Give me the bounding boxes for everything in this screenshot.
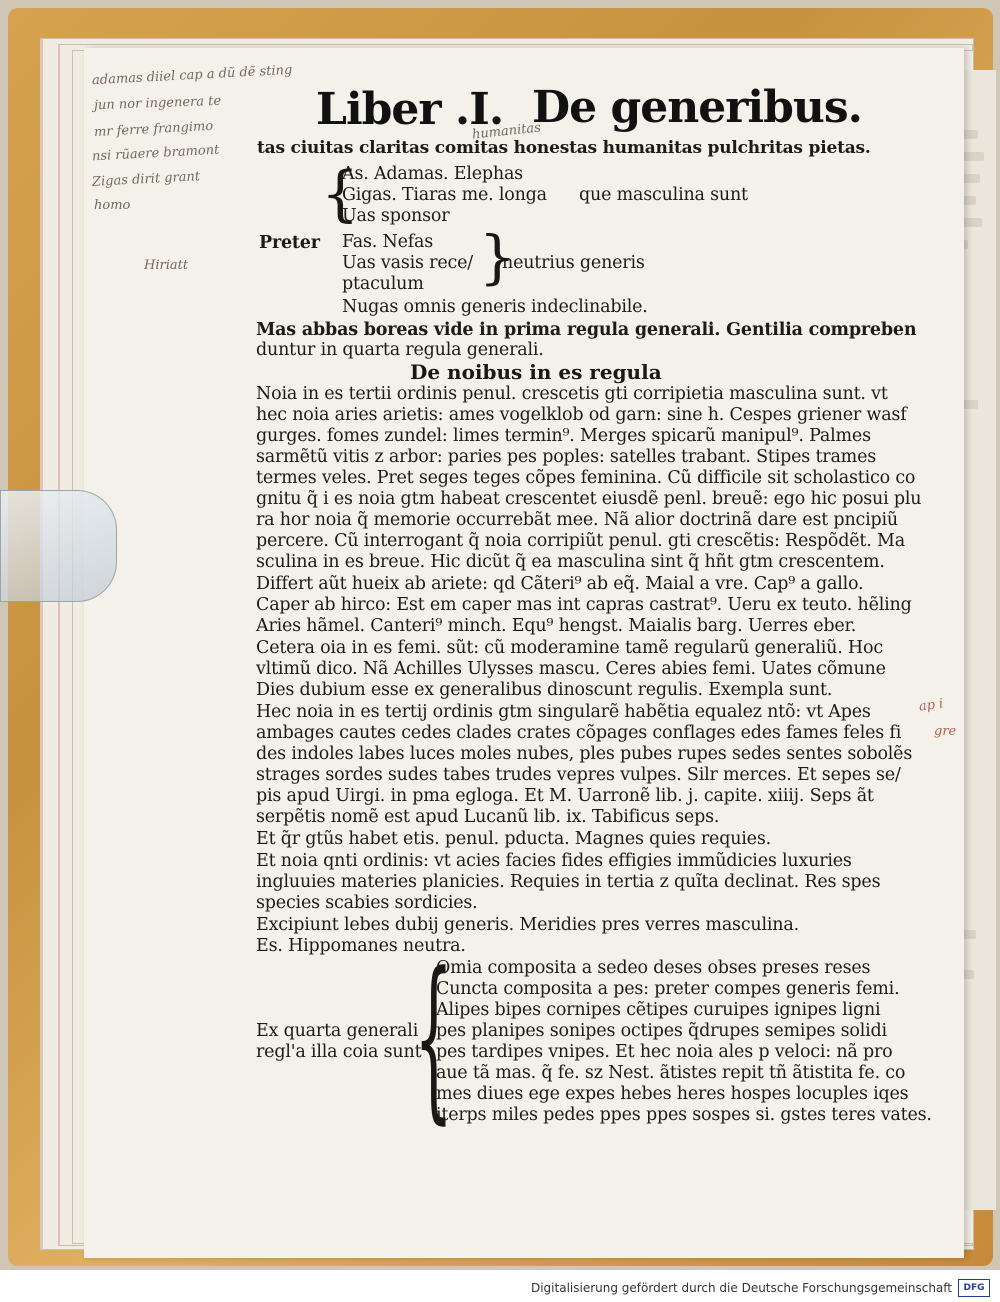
marginal-note: Zigas dirit grant bbox=[91, 169, 201, 190]
paragraph-line: pis apud Uirgi. in pma egloga. Et M. Uarronẽ lib. j. capite. xiiij. Seps ãt bbox=[256, 786, 874, 806]
paragraph-line: Aries hãmel. Canteri⁹ minch. Equ⁹ hengst. Maialis barg. Uerres eber. bbox=[256, 616, 857, 636]
paragraph-line: des indoles labes luces moles nubes, ples pubes rupes sedes sentes sobolẽs bbox=[256, 744, 913, 764]
paragraph-line: Hec noia in es tertij ordinis gtm singularẽ habẽtia equalez ntõ: vt Apes bbox=[256, 702, 871, 722]
header-book-number: Liber .I. bbox=[316, 84, 504, 135]
page-clip bbox=[0, 490, 117, 602]
bracket: { bbox=[321, 159, 360, 229]
list-item: Uas vasis rece/ bbox=[342, 253, 473, 273]
page-leaf bbox=[84, 48, 964, 1258]
paragraph-line: gurges. fomes zundel: limes termin⁹. Merges spicarũ manipul⁹. Palmes bbox=[256, 426, 871, 446]
paragraph-line: Mas abbas boreas vide in prima regula generali. Gentilia compreben bbox=[256, 320, 917, 340]
marginal-note: adamas diiel cap a dũ dẽ sting bbox=[91, 62, 293, 89]
footer-credit: Digitalisierung gefördert durch die Deutsche Forschungsgemeinschaft bbox=[530, 1281, 952, 1295]
paragraph-line: Cetera oia in es femi. sũt: cũ moderamine tamẽ regularũ generaliũ. Hoc bbox=[256, 638, 883, 658]
marginal-note: humanitas bbox=[471, 120, 542, 143]
marginal-note-red: ap i bbox=[918, 696, 945, 715]
marginal-note: mr ferre frangimo bbox=[93, 118, 214, 141]
paragraph-line: sculina in es breue. Hic dicũt q̃ ea masculina sint q̃ hñt gtm crescentem. bbox=[256, 552, 885, 572]
text-line: tas ciuitas claritas comitas honestas humanitas pulchritas pietas. bbox=[257, 138, 871, 158]
paragraph-line: species scabies sordicies. bbox=[256, 893, 478, 913]
marginal-note: jun nor ingenera te bbox=[93, 93, 222, 114]
paragraph-line: hec noia aries arietis: ames vogelklob od garn: sine h. Cespes griener wasf bbox=[256, 405, 907, 425]
list-label: que masculina sunt bbox=[579, 185, 748, 205]
list-item: ptaculum bbox=[342, 274, 424, 294]
paragraph-line: gnitu q̃ i es noia gtm habeat crescentet eiusdẽ penl. breuẽ: ego hic posui plu bbox=[256, 489, 922, 509]
rule-line: Alipes bipes cornipes cẽtipes curuipes ignipes ligni bbox=[436, 1000, 881, 1020]
marginal-note: Hiriatt bbox=[144, 258, 189, 273]
paragraph-line: Dies dubium esse ex generalibus dinoscunt regulis. Exempla sunt. bbox=[256, 680, 833, 700]
footer-bar bbox=[0, 1272, 1000, 1302]
rule-line: iterps miles pedes ppes ppes sospes si. gstes teres vates. bbox=[436, 1105, 932, 1125]
paragraph-line: percere. Cũ interrogant q̃ noia corripiũt penul. gti crescẽtis: Respõdẽt. Ma bbox=[256, 531, 905, 551]
section-heading: De noibus in es regula bbox=[410, 360, 662, 384]
paragraph-line: Excipiunt lebes dubij generis. Meridies pres verres masculina. bbox=[256, 915, 799, 935]
paragraph-line: duntur in quarta regula generali. bbox=[256, 340, 544, 360]
marginal-note-red: gre bbox=[934, 724, 957, 739]
rule-line: pes tardipes vnipes. Et hec noia ales p veloci: nã pro bbox=[436, 1042, 893, 1062]
paragraph-line: vltimũ dico. Nã Achilles Ulysses mascu. Ceres abies femi. Uates cõmune bbox=[256, 659, 886, 679]
marginal-note: homo bbox=[94, 198, 131, 213]
paragraph-line: ambages cautes cedes clades crates cõpages conflages edes fames feles fi bbox=[256, 723, 902, 743]
paragraph-line: ra hor noia q̃ memorie occurrebãt mee. Nã alior doctrinã dare est pncipiũ bbox=[256, 510, 898, 530]
paragraph-line: Differt aũt hueix ab ariete: qd Cãteri⁹ ab eq̃. Maial a vre. Cap⁹ a gallo. bbox=[256, 574, 864, 594]
rule-line: pes planipes sonipes octipes q̃drupes semipes solidi bbox=[436, 1021, 887, 1041]
paragraph-line: Es. Hippomanes neutra. bbox=[256, 936, 466, 956]
rule-label: Ex quarta generali bbox=[256, 1021, 419, 1041]
paragraph-line: Caper ab hirco: Est em caper mas int capras castrat⁹. Ueru ex teuto. hẽling bbox=[256, 595, 912, 615]
list-label: neutrius generis bbox=[502, 253, 645, 273]
header-title: De generibus. bbox=[532, 82, 862, 133]
list-item: Fas. Nefas bbox=[342, 232, 434, 252]
paragraph-line: Noia in es tertii ordinis penul. crescetis gti corripietia masculina sunt. vt bbox=[256, 384, 888, 404]
list-item: Gigas. Tiaras me. longa bbox=[342, 185, 547, 205]
rule-line: mes diues ege expes hebes heres hospes locuples iqes bbox=[436, 1084, 909, 1104]
list-item: Uas sponsor bbox=[342, 206, 450, 226]
paragraph-line: ingluuies materies planicies. Requies in tertia z quĩta declinat. Res spes bbox=[256, 872, 881, 892]
rule-label: regl'a illa coia sunt bbox=[256, 1042, 422, 1062]
rule-line: aue tã mas. q̃ fe. sz Nest. ãtistes repit tñ ãtistita fe. co bbox=[436, 1063, 906, 1083]
bracket: } bbox=[479, 223, 516, 291]
paragraph-line: Et noia qnti ordinis: vt acies facies fides effigies immũdicies luxuries bbox=[256, 851, 852, 871]
rule-line: Omia composita a sedeo deses obses preses reses bbox=[436, 958, 871, 978]
paragraph-line: sarmẽtũ vitis z arbor: paries pes poples: satelles trabant. Stipes trames bbox=[256, 447, 877, 467]
paragraph-line: Et q̃r gtũs habet etis. penul. pducta. Magnes quies requies. bbox=[256, 829, 771, 849]
paragraph-line: serpẽtis nomẽ est apud Lucanũ lib. ix. Tabificus seps. bbox=[256, 807, 720, 827]
paragraph-line: strages sordes sudes tabes trudes vepres vulpes. Silr merces. Et sepes se/ bbox=[256, 765, 901, 785]
marginal-note: nsi rũaere bramont bbox=[91, 142, 220, 165]
paragraph-line: termes veles. Pret seges teges cõpes feminina. Cũ difficile sit scholastico co bbox=[256, 468, 916, 488]
list-item: As. Adamas. Elephas bbox=[342, 164, 523, 184]
bracket: { bbox=[414, 935, 454, 1140]
text-line: Nugas omnis generis indeclinabile. bbox=[342, 297, 648, 317]
rule-line: Cuncta composita a pes: preter compes generis femi. bbox=[436, 979, 900, 999]
preter-label: Preter bbox=[259, 233, 320, 253]
dfg-logo: DFG bbox=[958, 1279, 990, 1297]
